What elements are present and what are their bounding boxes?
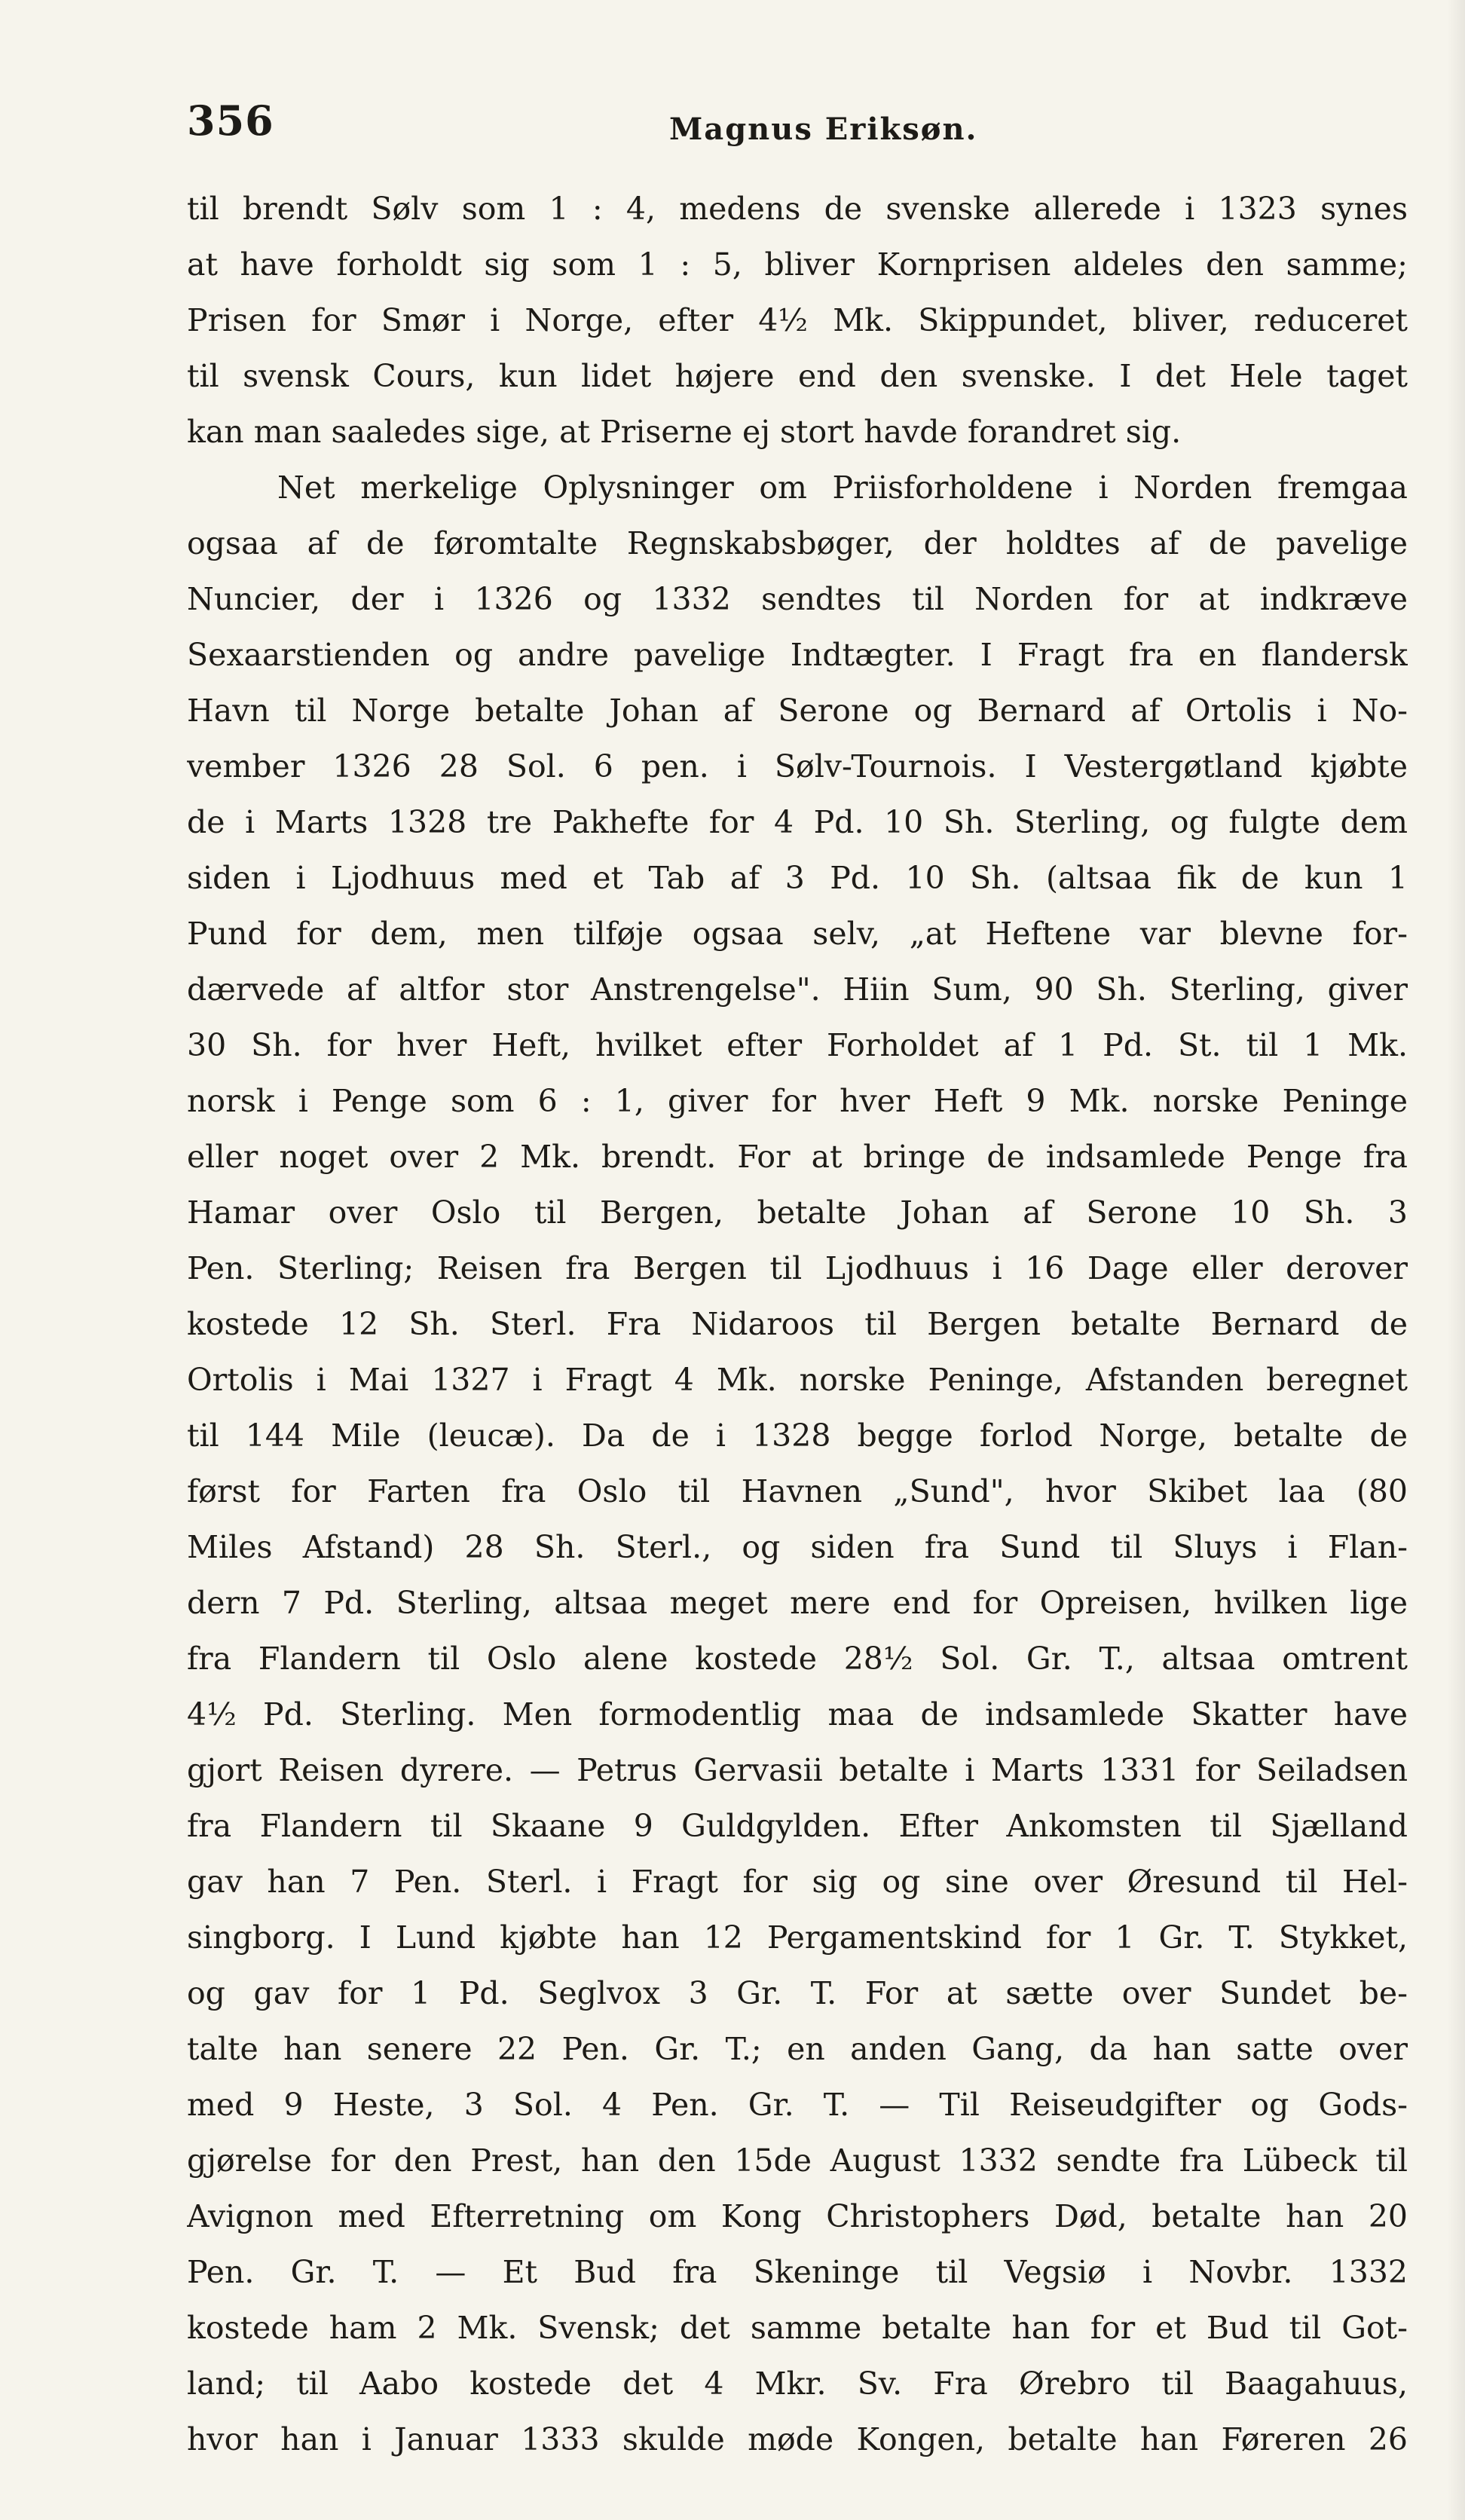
body-text (187, 181, 1408, 2467)
text-line: til 144 Mile (leucæ). Da de i 1328 begge forlod Norge, betalte de (187, 1418, 1408, 1454)
text-line: talte han senere 22 Pen. Gr. T.; en anden Gang, da han satte over (187, 2031, 1408, 2067)
page-number: 356 (187, 96, 274, 145)
text-line: kostede ham 2 Mk. Svensk; det samme betalte han for et Bud til Got- (187, 2310, 1408, 2346)
text-line: Prisen for Smør i Norge, efter 4½ Mk. Skippundet, bliver, reduceret (187, 302, 1408, 338)
text-line: Havn til Norge betalte Johan af Serone og Bernard af Ortolis i No- (187, 693, 1408, 729)
text-line: Pen. Sterling; Reisen fra Bergen til Ljodhuus i 16 Dage eller derover (187, 1250, 1408, 1286)
text-line: Miles Afstand) 28 Sh. Sterl., og siden fra Sund til Sluys i Flan- (187, 1529, 1408, 1565)
paragraph-start-line: Net merkelige Oplysninger om Priisforholdene i Norden fremgaa (277, 469, 1408, 506)
text-line: siden i Ljodhuus med et Tab af 3 Pd. 10 Sh. (altsaa fik de kun 1 (187, 860, 1408, 896)
text-line: gjort Reisen dyrere. — Petrus Gervasii betalte i Marts 1331 for Seiladsen (187, 1752, 1408, 1788)
text-line: til brendt Sølv som 1 : 4, medens de svenske allerede i 1323 synes (187, 191, 1408, 227)
text-line: kan man saaledes sige, at Priserne ej stort havde forandret sig. (187, 414, 1182, 450)
running-head (187, 89, 1408, 157)
text-line: kostede 12 Sh. Sterl. Fra Nidaroos til Bergen betalte Bernard de (187, 1306, 1408, 1342)
text-line: dern 7 Pd. Sterling, altsaa meget mere end for Opreisen, hvilken lige (187, 1585, 1408, 1621)
text-line: Sexaarstienden og andre pavelige Indtægter. I Fragt fra en flandersk (187, 637, 1408, 673)
text-line: hvor han i Januar 1333 skulde møde Kongen, betalte han Føreren 26 (187, 2421, 1408, 2457)
text-line: først for Farten fra Oslo til Havnen „Sund", hvor Skibet laa (80 (187, 1473, 1408, 1509)
text-line: Pen. Gr. T. — Et Bud fra Skeninge til Vegsiø i Novbr. 1332 (187, 2254, 1408, 2290)
text-line: singborg. I Lund kjøbte han 12 Pergamentskind for 1 Gr. T. Stykket, (187, 1919, 1408, 1956)
page-edge (1447, 0, 1465, 2520)
text-line: dærvede af altfor stor Anstrengelse". Hiin Sum, 90 Sh. Sterling, giver (187, 971, 1408, 1008)
text-line: gav han 7 Pen. Sterl. i Fragt for sig og sine over Øresund til Hel- (187, 1864, 1408, 1900)
text-line: eller noget over 2 Mk. brendt. For at bringe de indsamlede Penge fra (187, 1139, 1408, 1175)
text-line: de i Marts 1328 tre Pakhefte for 4 Pd. 10 Sh. Sterling, og fulgte dem (187, 804, 1408, 840)
text-line: Pund for dem, men tilføje ogsaa selv, „at Heftene var blevne for- (187, 916, 1408, 952)
text-line: fra Flandern til Oslo alene kostede 28½ Sol. Gr. T., altsaa omtrent (187, 1641, 1408, 1677)
text-line: land; til Aabo kostede det 4 Mkr. Sv. Fra Ørebro til Baagahuus, (187, 2366, 1408, 2402)
text-line: Avignon med Efterretning om Kong Christophers Død, betalte han 20 (187, 2198, 1408, 2234)
text-line: Ortolis i Mai 1327 i Fragt 4 Mk. norske Peninge, Afstanden beregnet (187, 1362, 1408, 1398)
text-line: med 9 Heste, 3 Sol. 4 Pen. Gr. T. — Til Reiseudgifter og Gods- (187, 2087, 1408, 2123)
text-line: 30 Sh. for hver Heft, hvilket efter Forholdet af 1 Pd. St. til 1 Mk. (187, 1027, 1408, 1063)
text-line: at have forholdt sig som 1 : 5, bliver Kornprisen aldeles den samme; (187, 246, 1408, 283)
text-line: Nuncier, der i 1326 og 1332 sendtes til Norden for at indkræve (187, 581, 1408, 617)
running-title: Magnus Eriksøn. (669, 112, 978, 147)
text-line: Hamar over Oslo til Bergen, betalte Johan af Serone 10 Sh. 3 (187, 1194, 1408, 1231)
text-line: ogsaa af de føromtalte Regnskabsbøger, der holdtes af de pavelige (187, 525, 1408, 561)
text-line: og gav for 1 Pd. Seglvox 3 Gr. T. For at sætte over Sundet be- (187, 1975, 1408, 2011)
text-line: vember 1326 28 Sol. 6 pen. i Sølv-Tournois. I Vestergøtland kjøbte (187, 748, 1408, 784)
text-line: norsk i Penge som 6 : 1, giver for hver Heft 9 Mk. norske Peninge (187, 1083, 1408, 1119)
text-line: til svensk Cours, kun lidet højere end den svenske. I det Hele taget (187, 358, 1408, 394)
text-line: gjørelse for den Prest, han den 15de August 1332 sendte fra Lübeck til (187, 2142, 1408, 2179)
text-line: 4½ Pd. Sterling. Men formodentlig maa de indsamlede Skatter have (187, 1696, 1408, 1732)
text-line: fra Flandern til Skaane 9 Guldgylden. Efter Ankomsten til Sjælland (187, 1808, 1408, 1844)
